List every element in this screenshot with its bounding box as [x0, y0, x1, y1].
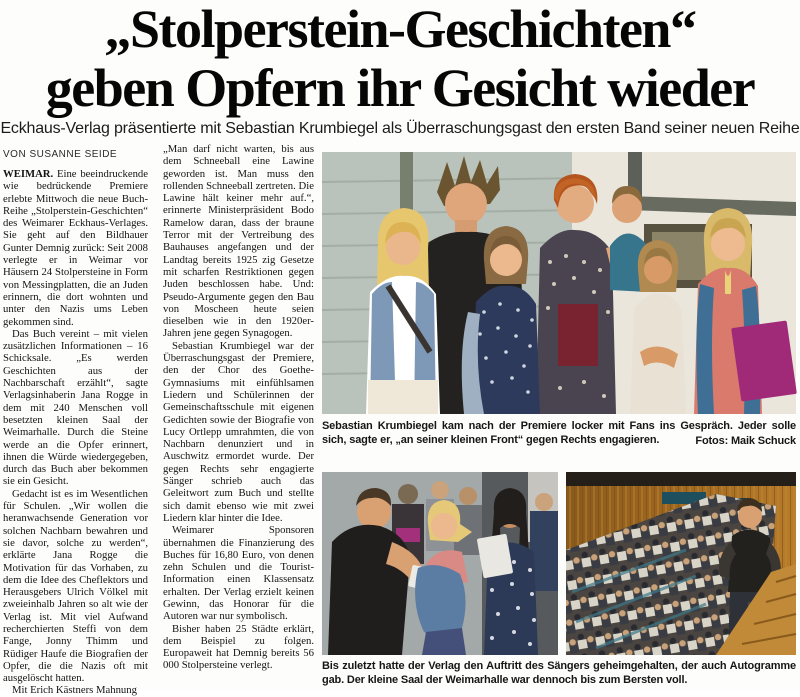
main-photo [322, 152, 796, 414]
backpack-strap-left [696, 284, 714, 414]
main-photo-caption [322, 419, 796, 448]
article-paragraph: Sebastian Krumbiegel war der Überraschungsgast der Premiere, den der Chor des Goethe-Gymnasiums mit einfühlsamen Liedern und Schülerinnen der Gemeinschaftsschule mit eigenen Gedichten sowie der Biografie von Lucy Ortlepp umrahmten, die von Nachbarn denunziert und in Auschwitz ermordet wurde. Der gegen Rechts sehr engagierte Sänger schrieb auch das Geleitwort zum Buch und stellte sich damit ebenso wie mit zwei Liedern klar hinter die Idee. [163, 339, 314, 524]
article-paragraph: „Man darf nicht warten, bis aus dem Schneeball eine Lawine geworden ist. Man muss den rollenden Schneeball zertreten. Die Lawine hält keiner mehr auf.“, erinnerte Ministerpräsident Bodo Ramelow daran, dass der braune Terror mit der Vertreibung des Bauhauses angefangen und der Landtag bereits 1925 zig Gesetze mit scharfen Restriktionen gegen Juden beschlossen habe. Und: Pseudo-Argumente gegen den Bau von Moscheen heute seien dieselben wie in den 1920er-Jahren jene gegen Synagogen. [163, 143, 314, 340]
photo-credit: Fotos: Maik Schuck [689, 434, 796, 448]
article-column-2 [163, 143, 314, 685]
magenta-folder [731, 320, 797, 401]
article-paragraph [3, 168, 148, 328]
paragraph-text: Eine beeindruckende wie bedrückende Premiere erlebte Mittwoch die neue Buch-Reihe „Stolperstein-Geschichten“ des Weimarer Eckhaus-Verlages. Sie geht auf den Bildhauer Gunter Demnig zurück: Seit 2008 verlegte er in Weimar vor Häusern 24 Stolpersteine in Form von Messingplatten, die an Juden erinnern, die dort wohnten und unter den Nazis ums Leben gekommen sind. [3, 168, 148, 328]
byline: VON SUSANNE SEIDE [3, 149, 118, 160]
dark-ceiling [566, 472, 796, 486]
bottom-right-photo [566, 472, 796, 655]
headline [0, 0, 800, 118]
figure-girl-white-dress [630, 240, 686, 414]
cream-skirt [368, 380, 438, 414]
article-paragraph: Mit Erich Kästners Mahnung [12, 684, 137, 697]
article-paragraph: Das Buch vereint – mit vielen zusätzlichen Informationen – 16 Schicksale. „Es werden Geschichten aus der Nachbarschaft erzählt“, sagte Verlagsinhaberin Jana Rogge in dem mit 240 Menschen voll besetzten kleinen Saal der Weimarhalle. Durch die Steine werde an die Opfer erinnert, ihnen die Würde wiedergegeben, durch das Buch aber bekommen sie ein Gesicht. [3, 327, 148, 488]
article-paragraph: Bisher haben 25 Städte erklärt, dem Beispiel zu folgen. Europaweit hat Demnig bereits 56 000 Stolpersteine verlegt. [163, 622, 314, 672]
article-column-1 [3, 168, 148, 697]
dress-red-panel [558, 304, 598, 366]
bottom-photo-caption: Bis zuletzt hatte der Verlag den Auftritt des Sängers geheimgehalten, der auch Autogramme gab. Der kleine Saal der Weimarhalle war dennoch bis zum Bersten voll. [322, 660, 796, 686]
headline-line2: geben Opfern ihr Gesicht wieder [45, 58, 755, 118]
bottom-left-photo [322, 472, 558, 655]
autograph-photo-illustration [322, 472, 558, 655]
dateline-lead-in: WEIMAR. [3, 168, 54, 180]
article-paragraph: Gedacht ist es im Wesentlichen für Schulen. „Wir wollen die heranwachsende Generation vor solchen Nachbarn bewahren und sie davor, solche zu werden“, erklärte Jana Rogge die Motivation für das Vorhaben, zu dem die Idee des Cheflektors und Herausgebers Ulrich Völkel mit zweieinhalb Jahren so alt wie der Verlag ist. Mit viel Aufwand recherchierten Steffi von dem Fange, Jonny Thimm und Rüdiger Haufe die Biografien der Opfer, die die Nazis oft mit ausgelöscht hatten. [3, 487, 148, 685]
article-paragraph: Weimarer Sponsoren übernahmen die Finanzierung des Buches für 16,80 Euro, von denen zehn Schulen und die Tourist-Information einen Klassensatz erhalten. Der Verlag erzielt keinen Gewinn, das Honorar für die Autoren war nur symbolisch. [163, 524, 314, 623]
main-photo-illustration [322, 152, 796, 414]
denim-backpack [415, 565, 465, 636]
headline-line1: „Stolperstein-Geschichten“ [104, 0, 696, 59]
hall-photo-illustration [566, 472, 796, 655]
subheadline: Eckhaus-Verlag präsentierte mit Sebastian Krumbiegel als Überraschungsgast den ersten Band seiner neuen Reihe [0, 120, 800, 137]
caption-text: Sebastian Krumbiegel kam nach der Premiere locker mit Fans ins Gespräch. Jeder solle sich, sagte er, „an seiner kleinen Front“ gegen Rechts engagieren. [322, 420, 796, 446]
